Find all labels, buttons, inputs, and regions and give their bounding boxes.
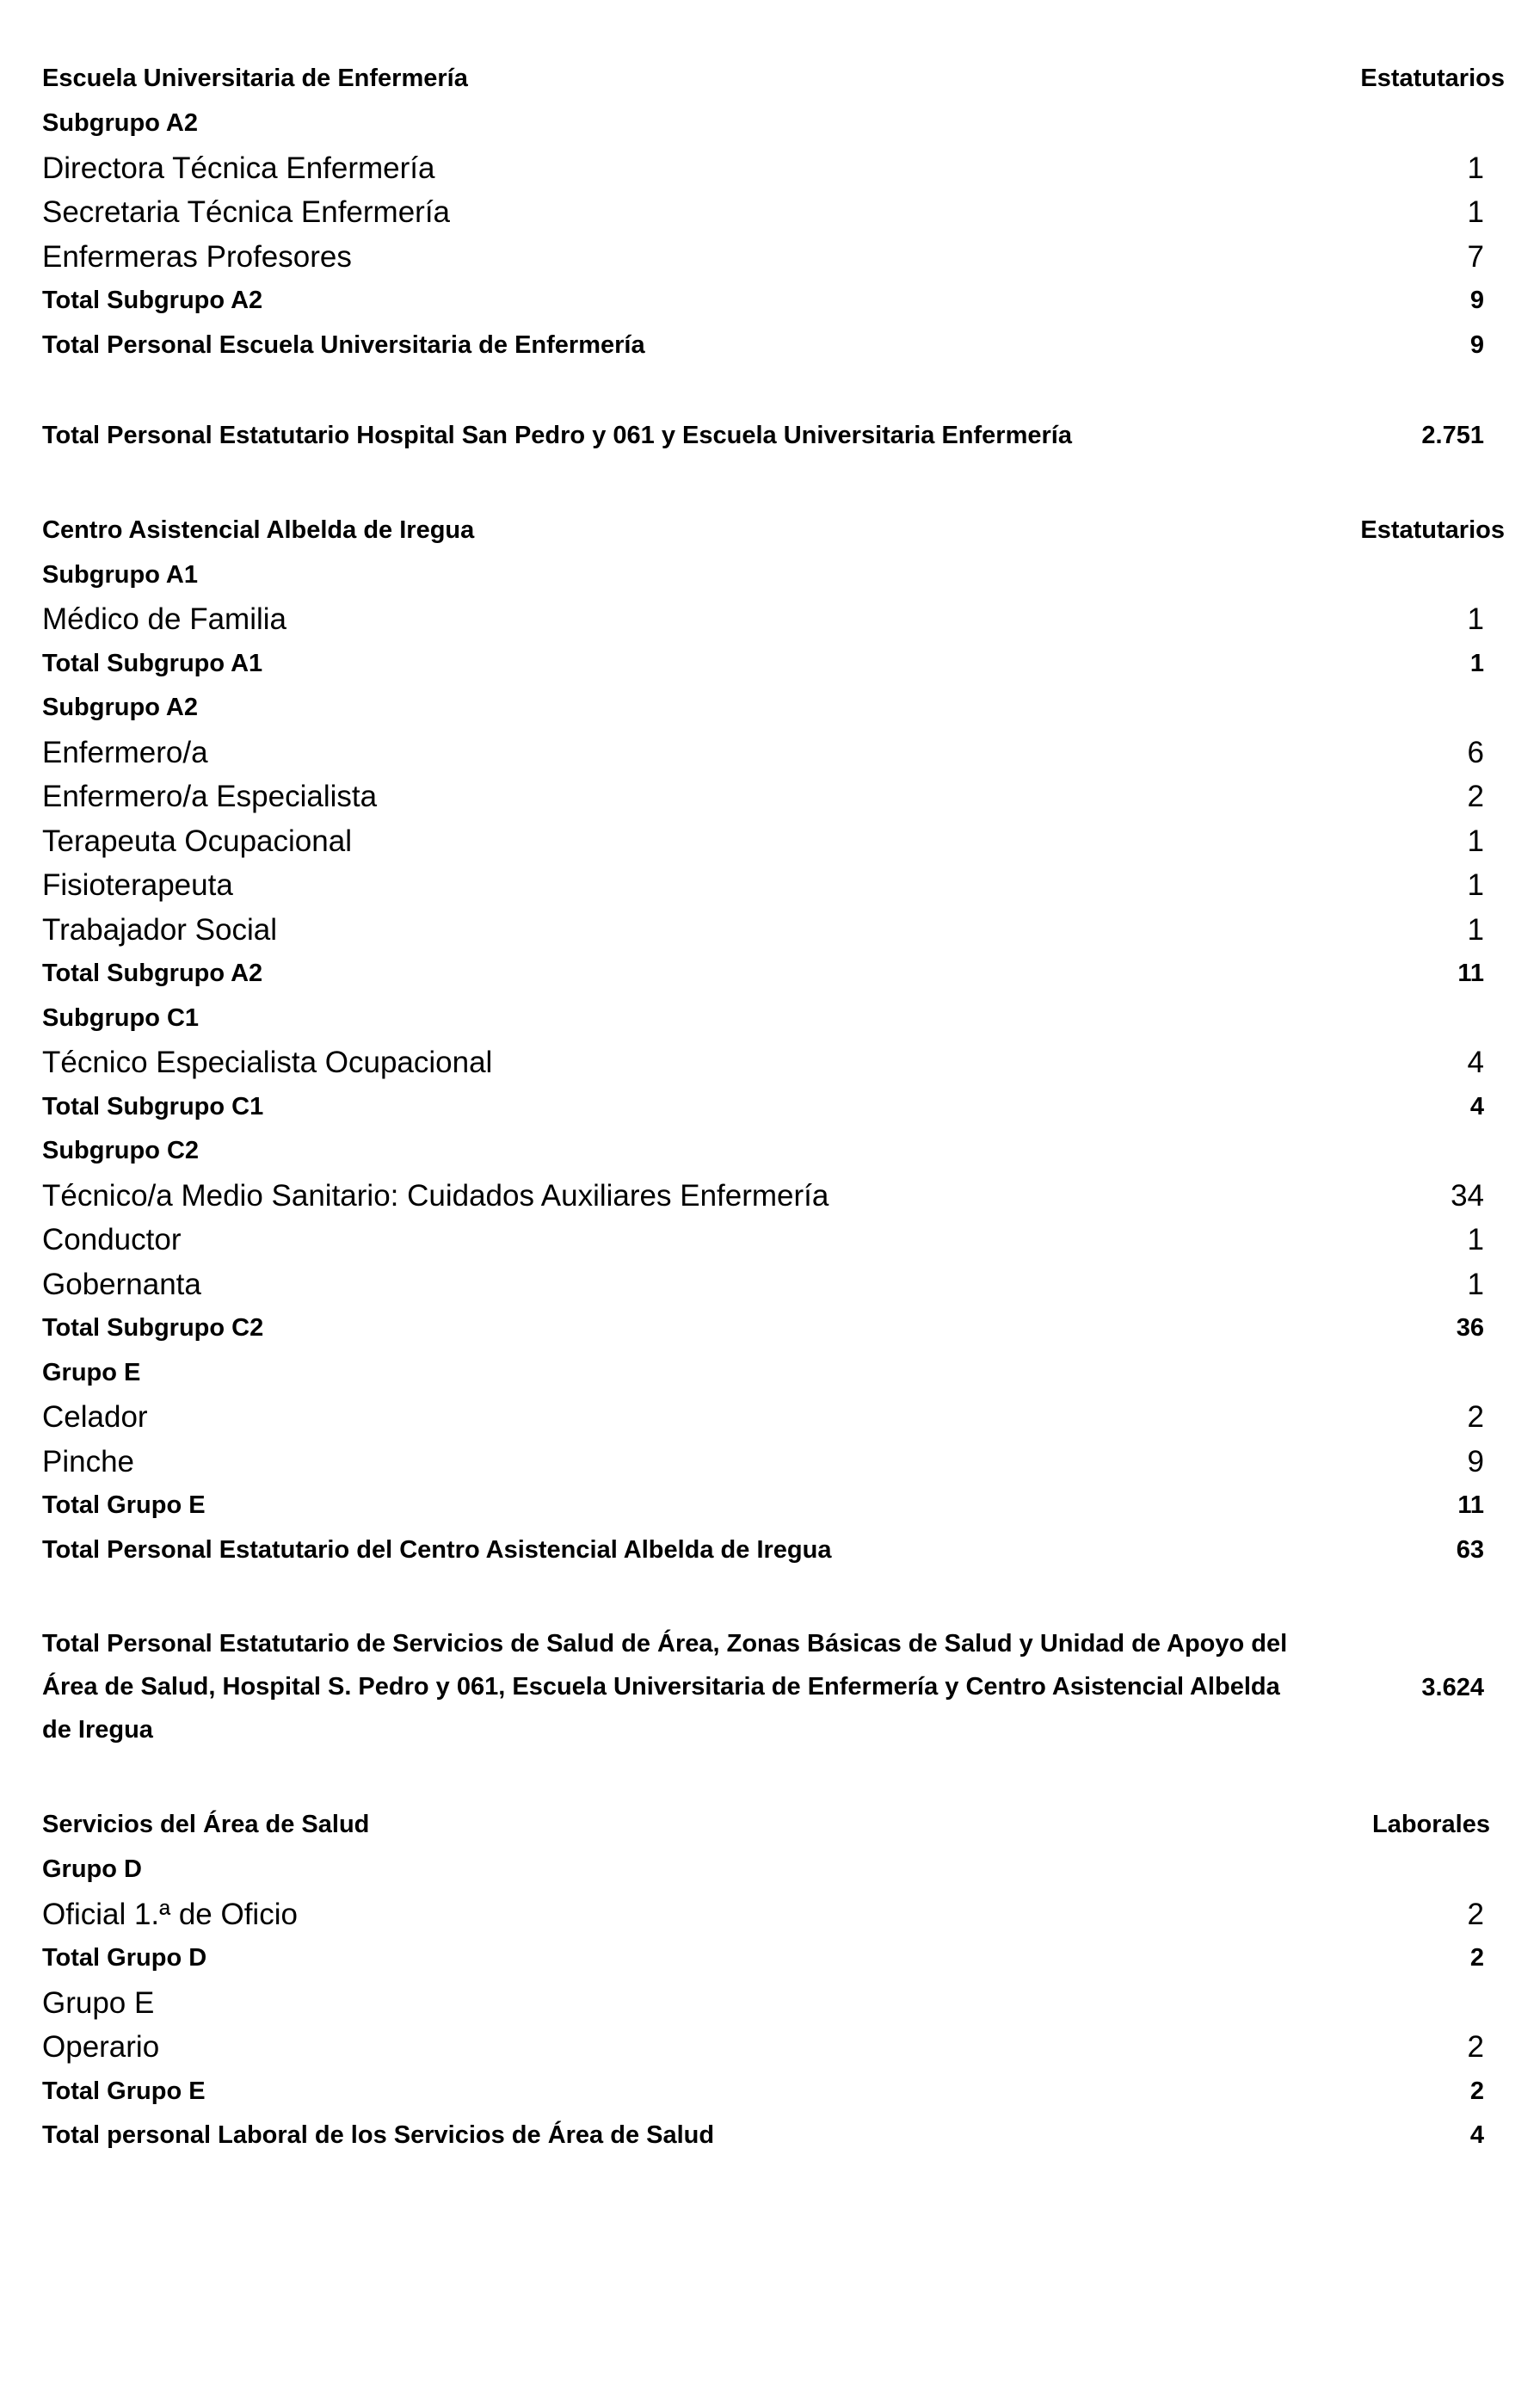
row-value: 4 [1467,1046,1484,1079]
section-header-servicios [42,1801,1505,1848]
group-header [42,102,1505,146]
table-row [42,1395,1505,1440]
section-title: Centro Asistencial Albelda de Iregua [42,515,475,544]
row-label: Terapeuta Ocupacional [42,824,352,858]
subtotal-row [42,1484,1505,1528]
row-value: 2 [1467,1400,1484,1434]
row-label: Enfermero/a [42,735,208,769]
subtotal-value: 2 [1469,1944,1484,1972]
table-row [42,235,1505,280]
row-label: Médico de Familia [42,602,286,636]
subtotal-value: 36 [1456,1314,1484,1342]
row-value: 1 [1467,151,1484,185]
total-value: 9 [1469,330,1484,359]
table-row [42,2025,1505,2070]
row-value: 1 [1467,1223,1484,1256]
row-value: 6 [1467,735,1484,769]
row-value: 2 [1467,1897,1484,1931]
row-value: 2 [1467,780,1484,813]
table-row [42,863,1505,908]
subtotal-row [42,1085,1505,1130]
subtotal-value: 4 [1469,1092,1484,1120]
row-value: 1 [1467,1267,1484,1301]
table-row [42,146,1505,191]
group-title: Subgrupo A2 [42,694,198,721]
group-header [42,553,1505,598]
total-label: Total personal Laboral de los Servicios de Área de Salud [42,2121,715,2149]
row-value: 34 [1451,1178,1484,1213]
table-row [42,819,1505,864]
total-label: Total Personal Escuela Universitaria de Enfermería [42,330,645,359]
group-header [42,997,1505,1041]
table-row [42,1174,1505,1219]
group-header [42,1848,1505,1892]
row-label: Enfermeras Profesores [42,239,352,274]
column-header: Estatutarios [1360,515,1505,544]
subtotal-value: 2 [1469,2077,1484,2105]
subtotal-label: Total Grupo E [42,1491,206,1519]
row-label: Directora Técnica Enfermería [42,151,435,185]
total-row [42,1528,1505,1573]
row-label: Enfermero/a Especialista [42,780,378,813]
group-title: Grupo E [42,1358,141,1386]
total-label: Total Personal Estatutario de Servicios de Salud de Área, Zonas Básicas de Salud y Unidad de Apoyo del Área de Salud, Hospital S. Pedro y 061, Escuela Universitaria de Enfermería y Centro Asistencial Albelda de Iregua [42,1630,1288,1744]
row-value: 2 [1467,2030,1484,2064]
table-row [42,908,1505,953]
table-row [42,190,1505,235]
row-label: Fisioterapeuta [42,868,233,902]
group-title: Subgrupo A2 [42,109,198,137]
row-label: Técnico/a Medio Sanitario: Cuidados Auxiliares Enfermería [42,1178,829,1213]
group-title: Subgrupo A1 [42,560,198,589]
section-spacer [42,1572,1505,1620]
row-value: 1 [1467,602,1484,636]
subtotal-row [42,952,1505,997]
subtotal-row [42,2070,1505,2114]
row-label: Celador [42,1400,148,1434]
subtotal-row [42,1936,1505,1981]
section-title: Servicios del Área de Salud [42,1811,370,1838]
column-header: Estatutarios [1360,65,1505,92]
table-row [42,731,1505,775]
row-value: 1 [1467,868,1484,902]
subtotal-label: Total Subgrupo C2 [42,1314,264,1342]
subtotal-row [42,279,1505,324]
section-header-albelda [42,507,1505,553]
table-row [42,597,1505,642]
subtotal-value: 11 [1457,1491,1484,1519]
total-value: 2.751 [1421,422,1484,449]
subtotal-label: Total Subgrupo A1 [42,649,263,677]
section-header-escuela [42,55,1505,102]
grand-total-row-hospital [42,414,1505,459]
row-value: 1 [1467,912,1484,947]
table-row [42,1218,1505,1262]
row-label: Secretaria Técnica Enfermería [42,195,451,229]
total-row [42,2114,1505,2158]
section-spacer [42,1755,1505,1801]
group-title: Subgrupo C2 [42,1137,200,1164]
table-row [42,1892,1505,1937]
group-header [42,686,1505,731]
subtotal-row [42,1306,1505,1351]
section-spacer [42,459,1505,507]
subtotal-label: Total Grupo E [42,2077,206,2105]
group-title: Grupo E [42,1985,155,2020]
subtotal-label: Total Subgrupo A2 [42,960,263,987]
table-row [42,1040,1505,1085]
row-label: Trabajador Social [42,912,278,947]
table-row [42,1262,1505,1307]
total-row [42,324,1505,368]
subtotal-label: Total Grupo D [42,1944,207,1972]
group-header [42,1351,1505,1396]
total-label: Total Personal Estatutario del Centro Asistencial Albelda de Iregua [42,1535,832,1564]
subtotal-label: Total Subgrupo A2 [42,287,263,314]
grand-total-row-general [42,1620,1505,1755]
row-label: Gobernanta [42,1267,201,1301]
row-value: 7 [1467,239,1484,274]
section-title: Escuela Universitaria de Enfermería [42,65,468,92]
staff-table-document [42,55,1505,2158]
group-title: Subgrupo C1 [42,1003,200,1032]
section-spacer [42,367,1505,414]
total-value: 3.624 [1421,1674,1484,1701]
row-value: 1 [1467,195,1484,229]
row-label: Pinche [42,1444,135,1478]
row-label: Oficial 1.ª de Oficio [42,1897,298,1931]
subtotal-value: 9 [1469,287,1484,314]
row-label: Conductor [42,1223,182,1256]
table-row [42,1440,1505,1485]
row-value: 9 [1467,1444,1484,1478]
row-label: Operario [42,2030,160,2064]
total-value: 4 [1469,2121,1484,2149]
row-value: 1 [1467,824,1484,858]
row-label: Técnico Especialista Ocupacional [42,1046,493,1079]
subtotal-value: 11 [1457,960,1484,987]
group-header [42,1129,1505,1174]
table-row [42,775,1505,819]
total-label: Total Personal Estatutario Hospital San Pedro y 061 y Escuela Universitaria Enfermería [42,422,1072,449]
total-value: 63 [1456,1535,1484,1564]
subtotal-label: Total Subgrupo C1 [42,1092,264,1120]
column-header: Laborales [1372,1811,1490,1838]
subtotal-value: 1 [1469,649,1484,677]
subtotal-row [42,642,1505,687]
group-title: Grupo D [42,1855,142,1883]
group-header [42,1981,1505,2026]
